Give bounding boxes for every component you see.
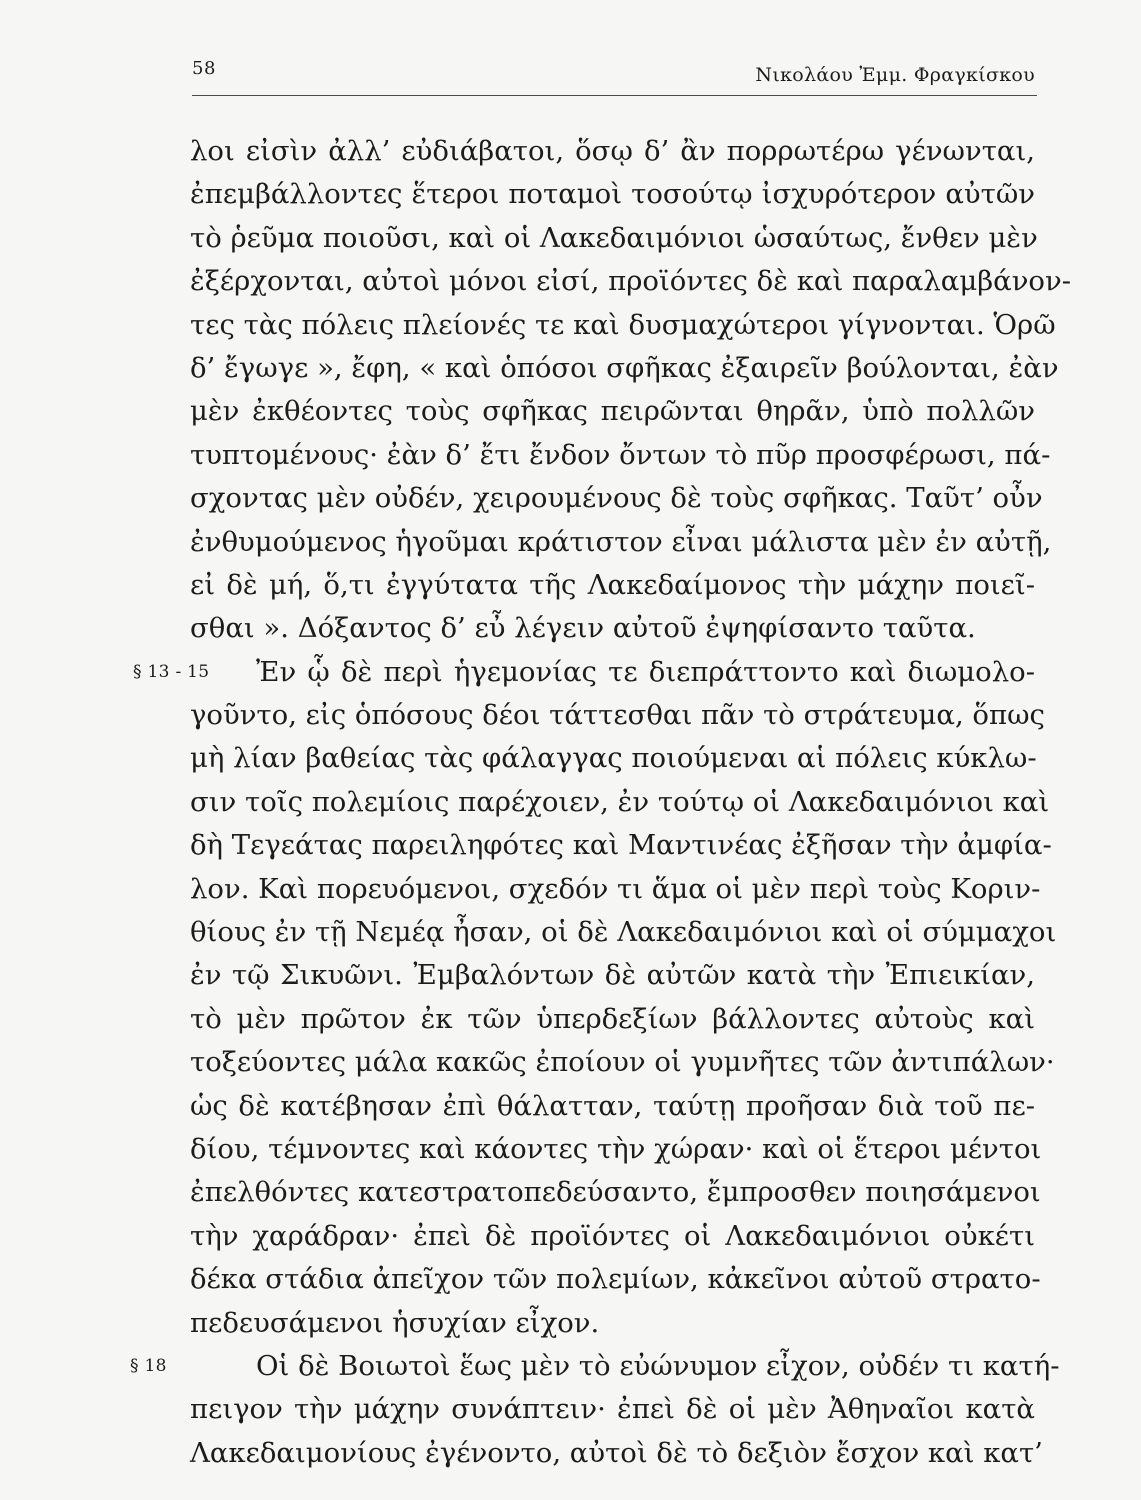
- text-line: ἐν τῷ Σικυῶνι. Ἐμβαλόντων δὲ αὐτῶν κατὰ τὴν Ἐπιεικίαν,: [190, 959, 1035, 992]
- body-text: [130, 130, 1071, 1475]
- text-line: θίους ἐν τῇ Νεμέᾳ ἦσαν, οἱ δὲ Λακεδαιμόνιοι καὶ οἱ σύμμαχοι: [190, 916, 1057, 949]
- text-line: Λακεδαιμονίους ἐγένοντο, αὐτοὶ δὲ τὸ δεξιὸν ἔσχον καὶ κατ’: [190, 1436, 1043, 1469]
- page-number: 58: [192, 58, 216, 79]
- text-line: δέκα στάδια ἀπεῖχον τῶν πολεμίων, κἀκεῖνοι αὐτοῦ στρατο-: [190, 1263, 1041, 1296]
- text-line: ἐπεμβάλλοντες ἕτεροι ποταμοὶ τοσούτῳ ἰσχυρότερον αὐτῶν: [190, 178, 1035, 211]
- text-line: Οἱ δὲ Βοιωτοὶ ἕως μὲν τὸ εὐώνυμον εἶχον, οὐδέν τι κατή-: [256, 1349, 1060, 1382]
- text-line: τυπτομένους· ἐὰν δ’ ἔτι ἔνδον ὄντων τὸ πῦρ προσφέρωσι, πά-: [190, 438, 1051, 471]
- margin-note-section-18: § 18: [130, 1355, 167, 1376]
- text-line: σχοντας μὲν οὐδέν, χειρουμένους δὲ τοὺς σφῆκας. Ταῦτ’ οὖν: [190, 482, 1043, 515]
- text-line: τὸ μὲν πρῶτον ἐκ τῶν ὑπερδεξίων βάλλοντες αὐτοὺς καὶ: [190, 1002, 1035, 1035]
- margin-note-section-13-15: § 13 - 15: [133, 661, 210, 682]
- text-line: λοι εἰσὶν ἀλλ’ εὐδιάβατοι, ὅσῳ δ’ ἂν πορρωτέρω γένωνται,: [190, 135, 1035, 167]
- text-line: μὴ λίαν βαθείας τὰς φάλαγγας ποιούμεναι αἱ πόλεις κύκλω-: [190, 742, 1037, 775]
- text-line: ἐνθυμούμενος ἡγοῦμαι κράτιστον εἶναι μάλιστα μὲν ἐν αὐτῇ,: [190, 525, 1052, 558]
- text-line: δὴ Τεγεάτας παρειληφότες καὶ Μαντινέας ἐξῆσαν τὴν ἀμφία-: [190, 829, 1052, 862]
- text-line: λον. Καὶ πορευόμενοι, σχεδόν τι ἅμα οἱ μὲν περὶ τοὺς Κοριν-: [190, 872, 1041, 905]
- text-line: τοξεύοντες μάλα κακῶς ἐποίουν οἱ γυμνῆτες τῶν ἀντιπάλων·: [190, 1046, 1055, 1079]
- text-line: δ’ ἔγωγε », ἔφη, « καὶ ὁπόσοι σφῆκας ἐξαιρεῖν βούλονται, ἐὰν: [190, 351, 1059, 384]
- text-line: τες τὰς πόλεις πλείονές τε καὶ δυσμαχώτεροι γίγνονται. Ὁρῶ: [190, 308, 1056, 341]
- text-line: σθαι ». Δόξαντος δ’ εὖ λέγειν αὐτοῦ ἐψηφίσαντο ταῦτα.: [190, 612, 976, 645]
- text-line: σιν τοῖς πολεμίοις παρέχοιεν, ἐν τούτῳ οἱ Λακεδαιμόνιοι καὶ: [190, 785, 1050, 818]
- text-line: Ἐν ᾧ δὲ περὶ ἡγεμονίας τε διεπράττοντο καὶ διωμολο-: [256, 655, 1035, 688]
- running-head: Νικολάου Ἐμμ. Φραγκίσκου: [755, 64, 1035, 86]
- text-line: γοῦντο, εἰς ὁπόσους δέοι τάττεσθαι πᾶν τὸ στράτευμα, ὅπως: [190, 699, 1045, 732]
- text-line: ὡς δὲ κατέβησαν ἐπὶ θάλατταν, ταύτῃ προῆσαν διὰ τοῦ πε-: [190, 1089, 1035, 1122]
- text-line: πειγον τὴν μάχην συνάπτειν· ἐπεὶ δὲ οἱ μὲν Ἀθηναῖοι κατὰ: [190, 1393, 1035, 1426]
- text-line: ἐξέρχονται, αὐτοὶ μόνοι εἰσί, προϊόντες δὲ καὶ παραλαμβάνον-: [190, 265, 1071, 298]
- header-rule: [192, 95, 1037, 96]
- text-line: μὲν ἐκθέοντες τοὺς σφῆκας πειρῶνται θηρᾶν, ὑπὸ πολλῶν: [190, 395, 1035, 428]
- text-line: πεδευσάμενοι ἡσυχίαν εἶχον.: [190, 1306, 600, 1339]
- text-line: τὴν χαράδραν· ἐπεὶ δὲ προϊόντες οἱ Λακεδαιμόνιοι οὐκέτι: [190, 1219, 1035, 1252]
- text-line: τὸ ῥεῦμα ποιοῦσι, καὶ οἱ Λακεδαιμόνιοι ὡσαύτως, ἔνθεν μὲν: [190, 221, 1038, 254]
- text-line: δίου, τέμνοντες καὶ κάοντες τὴν χώραν· καὶ οἱ ἕτεροι μέντοι: [190, 1132, 1042, 1165]
- text-line: εἰ δὲ μή, ὅ,τι ἐγγύτατα τῆς Λακεδαίμονος τὴν μάχην ποιεῖ-: [190, 568, 1035, 601]
- text-line: ἐπελθόντες κατεστρατοπεδεύσαντο, ἔμπροσθεν ποιησάμενοι: [190, 1176, 1041, 1209]
